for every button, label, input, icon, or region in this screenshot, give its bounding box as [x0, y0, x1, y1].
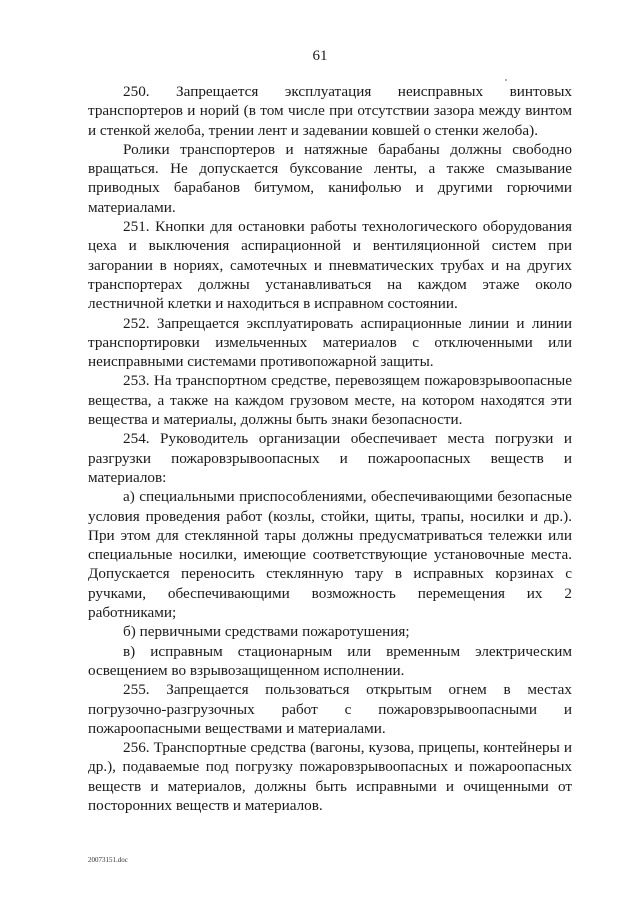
footer-filename: 20073151.doc: [88, 856, 128, 864]
paragraph-254: 254. Руководитель организации обеспечивает места погрузки и разгрузки пожаровзрывоопасных и пожароопасных веществ и материалов:: [88, 430, 572, 486]
paragraph-255: 255. Запрещается пользоваться открытым огнем в местах погрузочно-разгрузочных работ с пожаровзрывоопасными и пожароопасными веществами и материалами.: [88, 681, 572, 737]
paragraph-251: 251. Кнопки для остановки работы технологического оборудования цеха и выключения аспирационной и вентиляционной систем при загорании в нориях, самотечных и пневматических трубах и на других транспортерах должны устанавливаться на каждом этаже около лестничной клетки и находиться в исправном состоянии.: [88, 218, 572, 313]
page-number: 61: [312, 48, 328, 64]
paragraph-254-v: в) исправным стационарным или временным электрическим освещением во взрывозащищенном исполнении.: [88, 642, 572, 679]
paragraph-254-a: а) специальными приспособлениями, обеспечивающими безопасные условия проведения работ (козлы, стойки, щиты, трапы, носилки и др.). При этом для стеклянной тары должны предусматриваться тележки или специальные носилки, имеющие соответствующие установочные места. Допускается переносить стеклянную тару в исправных корзинах с ручками, обеспечивающими возможность перемещения их 2 работниками;: [88, 488, 572, 622]
scan-speck: [505, 79, 507, 81]
paragraph-252: 252. Запрещается эксплуатировать аспирационные линии и линии транспортировки измельченных материалов с отключенными или неисправными системами противопожарной защиты.: [88, 314, 572, 371]
paragraph-253: 253. На транспортном средстве, перевозящем пожаровзрывоопасные вещества, а также на каждом грузовом месте, на котором находятся эти вещества и материалы, должны быть знаки безопасности.: [88, 372, 572, 429]
paragraph-250: 250. Запрещается эксплуатация неисправных винтовых транспортеров и норий (в том числе при отсутствии зазора между винтом и стенкой желоба, трении лент и задевании ковшей о стенки желоба).: [88, 83, 572, 139]
document-body: [88, 82, 572, 815]
paragraph-254-b: б) первичными средствами пожаротушения;: [123, 623, 410, 641]
paragraph-256: 256. Транспортные средства (вагоны, кузова, прицепы, контейнеры и др.), подаваемые под погрузку пожаровзрывоопасных и пожароопасных веществ и материалов, должны быть исправными и очищенными от посторонних веществ и материалов.: [88, 739, 572, 814]
paragraph-rollers: Ролики транспортеров и натяжные барабаны должны свободно вращаться. Не допускается буксование ленты, а также смазывание приводных барабанов битумом, канифолью и другими горючими материалами.: [88, 140, 572, 216]
